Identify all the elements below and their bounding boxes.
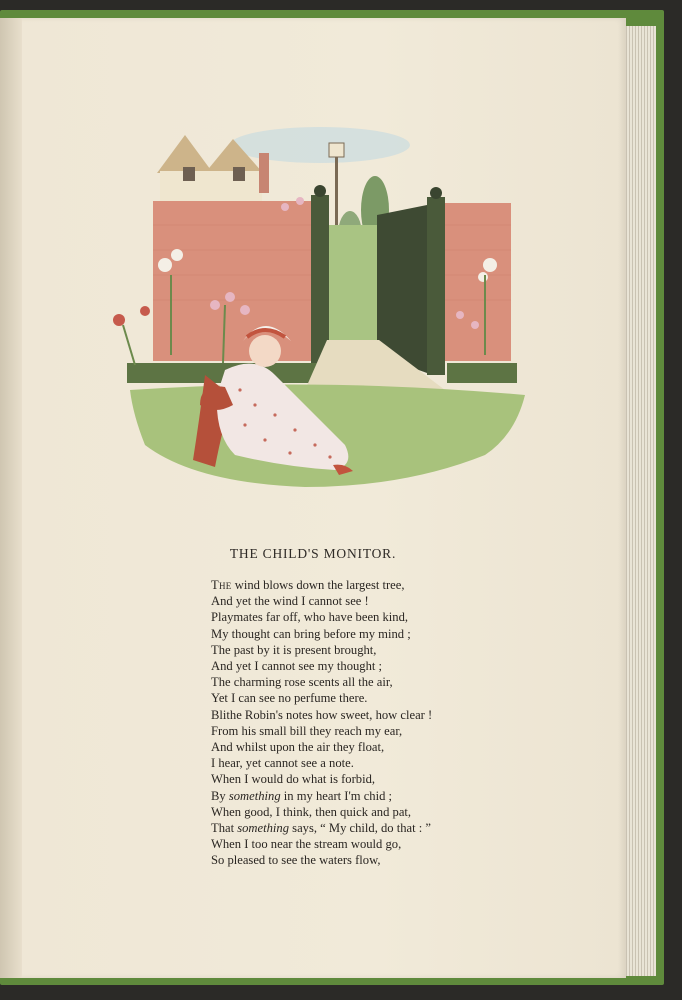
poem-line: And yet the wind I cannot see ! [211, 594, 369, 609]
gate-pillar-right [427, 197, 445, 375]
poem-line: Blithe Robin's notes how sweet, how clear ! [211, 707, 433, 722]
poem-line: Playmates far off, who have been kind, [211, 610, 409, 625]
poem-line: When I too near the stream would go, [211, 837, 402, 852]
poem-line: I hear, yet cannot see a note. [211, 756, 354, 771]
poem-line: The charming rose scents all the air, [211, 675, 393, 690]
poem-line-text: By [211, 788, 229, 803]
poem-title: THE CHILD'S MONITOR. [229, 546, 397, 561]
sky-clouds [230, 127, 410, 163]
poem-line: Yet I can see no perfume there. [211, 691, 368, 706]
poem-line: The past by it is present brought, [211, 642, 377, 657]
poem-line: And yet I cannot see my thought ; [211, 659, 383, 674]
poem-line: When good, I think, then quick and pat, [211, 804, 412, 819]
page-gutter [0, 18, 22, 978]
poem-line-text: wind blows down the largest tree, [231, 578, 405, 592]
poem-line: When I would do what is forbid, [211, 772, 376, 787]
poem-line [211, 820, 531, 836]
poem-line-emphasis: something [237, 821, 290, 836]
girl-in-garden-illustration [105, 115, 535, 505]
poem-line-text: says, “ My child, do that : ” [289, 821, 432, 836]
poem-body [211, 577, 531, 869]
poem-line: From his small bill they reach my ear, [211, 723, 403, 738]
poem-line-text: That [211, 821, 238, 836]
poem-line-emphasis: something [228, 788, 281, 803]
poem-line [211, 577, 531, 593]
poem-line: And whilst upon the air they float, [211, 740, 385, 755]
brick-wall-right [445, 203, 511, 361]
poem-line: My thought can bring before my mind ; [211, 626, 411, 641]
poem-line-text: in my heart I'm chid ; [280, 788, 393, 803]
poem-line [211, 788, 531, 804]
poem-line: So pleased to see the waters flow, [211, 853, 381, 868]
poem-line-lead: The [211, 578, 232, 592]
